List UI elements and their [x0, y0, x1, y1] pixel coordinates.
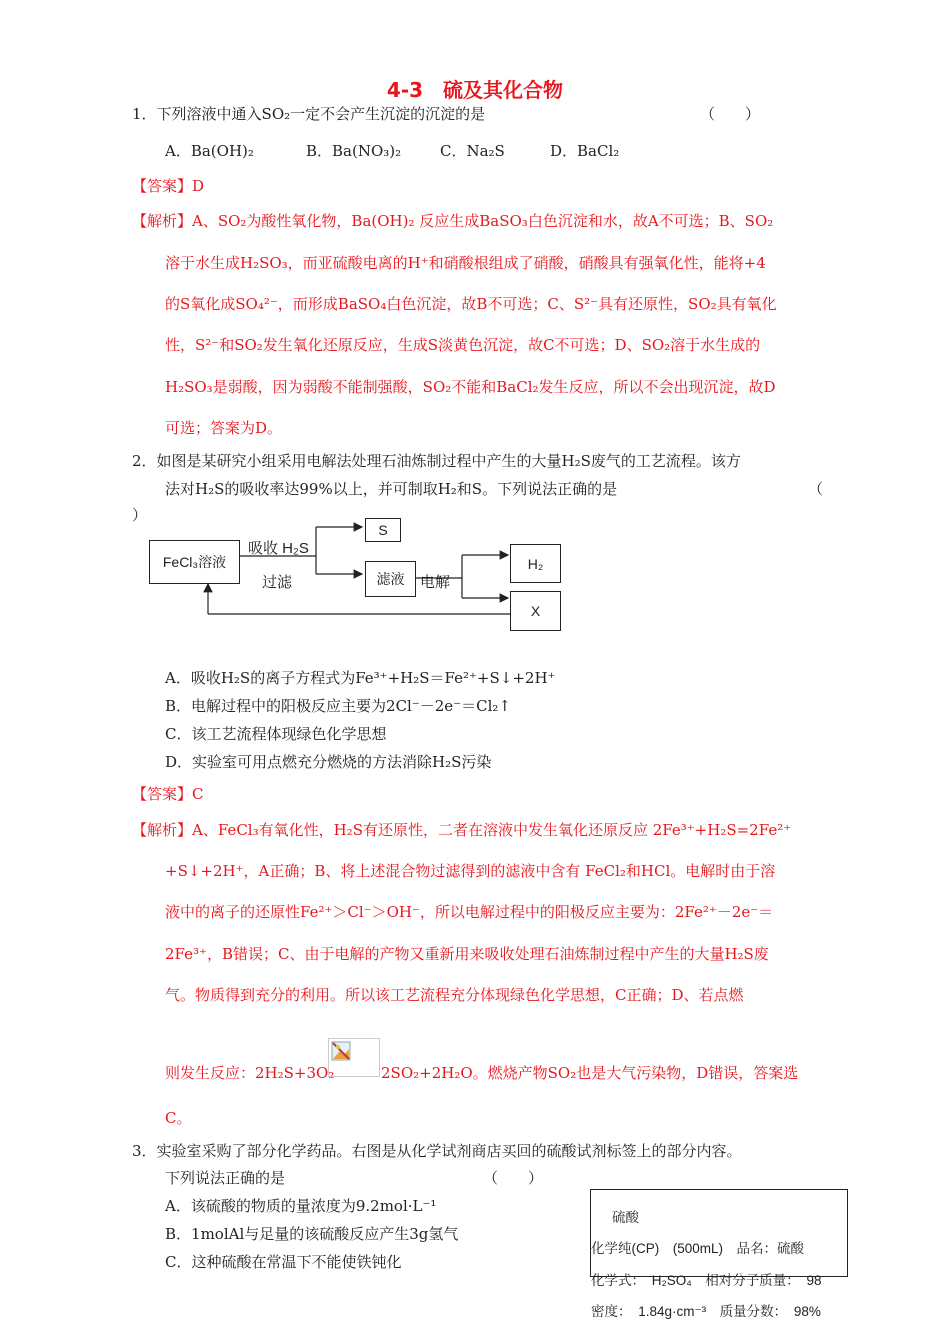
q2-option-c: C．该工艺流程体现绿色化学思想 [165, 725, 387, 743]
reagent-label-box [590, 1189, 848, 1277]
q2-paren-close: ） [132, 506, 148, 524]
label-line-3: 密度： 1.84g·cm⁻³ 质量分数： 98% [591, 1304, 821, 1319]
q3-stem-line-2: 下列说法正确的是 [165, 1169, 286, 1187]
filter-label: 过滤 [262, 574, 293, 591]
process-flow-diagram [140, 515, 570, 635]
broken-image-icon [331, 1041, 353, 1063]
q2-paren-open: （ [808, 480, 824, 498]
answer-tag: 【答案】 [132, 785, 193, 803]
analysis-tag: 【解析】 [132, 821, 193, 839]
q1-analysis-line-4: 性，S²⁻和SO₂发生氧化还原反应，生成S淡黄色沉淀，故C不可选；D、SO₂溶于水生成的 [165, 336, 761, 354]
q2-analysis-line-4: 2Fe³⁺，B错误；C、由于电解的产物又重新用来吸收处理石油炼制过程中产生的大量H₂S废 [165, 945, 769, 963]
q2-analysis-line-1 [132, 819, 791, 840]
q2-option-a: A．吸收H₂S的离子方程式为Fe³⁺+H₂S＝Fe²⁺+S↓+2H⁺ [165, 669, 556, 687]
answer-tag: 【答案】 [132, 177, 193, 195]
label-name: 硫酸 [612, 1210, 639, 1225]
label-line-1: 化学纯(CP) (500mL) 品名：硫酸 [591, 1241, 805, 1256]
q1-option-d: D．BaCl₂ [550, 142, 620, 160]
q2-stem-line-1: 2．如图是某研究小组采用电解法处理石油炼制过程中产生的大量H₂S废气的工艺流程。该方 [132, 452, 741, 470]
q3-stem-line-1: 3．实验室采购了部分化学药品。右图是从化学试剂商店买回的硫酸试剂标签上的部分内容。 [132, 1142, 742, 1160]
q1-analysis-line-5: H₂SO₃是弱酸，因为弱酸不能制强酸，SO₂不能和BaCl₂发生反应，所以不会出现沉淀，故D [165, 378, 776, 396]
fecl3-box: FeCl₃溶液 [149, 540, 240, 584]
q1-analysis-line-3: 的S氧化成SO₄²⁻，而形成BaSO₄白色沉淀，故B不可选；C、S²⁻具有还原性，SO₂具有氧化 [165, 295, 777, 313]
page-title: 4-3 硫及其化合物 [386, 78, 564, 102]
q3-paren: （ ） [483, 1169, 544, 1187]
q2-analysis-line-7: C。 [165, 1109, 192, 1127]
label-line-2: 化学式： H₂SO₄ 相对分子质量： 98 [591, 1273, 822, 1288]
q1-option-a: A．Ba(OH)₂ [165, 142, 254, 160]
q2-analysis-line-2: +S↓+2H⁺，A正确；B、将上述混合物过滤得到的滤液中含有 FeCl₂和HCl。电解时由于溶 [165, 862, 776, 880]
q1-analysis-line-6: 可选；答案为D。 [165, 419, 283, 437]
q2-answer [132, 783, 204, 804]
q1-paren: （ ） [700, 105, 761, 123]
absorb-label: 吸收 H₂S [248, 540, 309, 557]
reaction-condition-image [328, 1038, 380, 1077]
q1-stem: 1．下列溶液中通入SO₂一定不会产生沉淀的沉淀的是 [132, 105, 486, 123]
q1-option-c: C．Na₂S [440, 142, 505, 160]
q1-analysis-line-2: 溶于水生成H₂SO₃，而亚硫酸电离的H⁺和硝酸根组成了硝酸，硝酸具有强氧化性，能将+4 [165, 254, 766, 272]
q2-analysis-line-3: 液中的离子的还原性Fe²⁺＞Cl⁻＞OH⁻，所以电解过程中的阳极反应主要为：2Fe²⁺－2e⁻＝ [165, 903, 774, 921]
q1-answer [132, 175, 204, 196]
q2-analysis-line-6a: 则发生反应：2H₂S+3O₂ [165, 1064, 335, 1082]
filtrate-box: 滤液 [365, 561, 416, 597]
q1-analysis-line-1 [132, 210, 773, 231]
q3-option-b: B．1molAl与足量的该硫酸反应产生3g氢气 [165, 1225, 459, 1243]
q2-analysis-line-6b: 2SO₂+2H₂O。燃烧产物SO₂也是大气污染物，D错误，答案选 [381, 1064, 799, 1082]
q2-option-d: D．实验室可用点燃充分燃烧的方法消除H₂S污染 [165, 753, 492, 771]
s-box: S [365, 518, 401, 542]
answer-value: D [192, 177, 205, 195]
q2-analysis-line-5: 气。物质得到充分的利用。所以该工艺流程充分体现绿色化学思想，C正确；D、若点燃 [165, 986, 744, 1004]
analysis-text: A、SO₂为酸性氧化物，Ba(OH)₂ 反应生成BaSO₃白色沉淀和水，故A不可选；B、SO₂ [192, 212, 774, 230]
electrolysis-label: 电解 [420, 574, 451, 591]
x-box: X [510, 591, 561, 631]
analysis-tag: 【解析】 [132, 212, 193, 230]
q3-option-c: C．这种硫酸在常温下不能使铁钝化 [165, 1253, 402, 1271]
q2-stem-line-2: 法对H₂S的吸收率达99%以上，并可制取H₂和S。下列说法正确的是 [165, 480, 618, 498]
analysis-text: A、FeCl₃有氧化性，H₂S有还原性，二者在溶液中发生氧化还原反应 2Fe³⁺+H₂S=2Fe²⁺ [192, 821, 792, 839]
q2-option-b: B．电解过程中的阳极反应主要为2Cl⁻－2e⁻＝Cl₂↑ [165, 697, 511, 715]
answer-value: C [192, 785, 204, 803]
q3-option-a: A．该硫酸的物质的量浓度为9.2mol·L⁻¹ [165, 1197, 437, 1215]
q1-option-b: B．Ba(NO₃)₂ [306, 142, 402, 160]
h2-box: H₂ [510, 544, 561, 583]
